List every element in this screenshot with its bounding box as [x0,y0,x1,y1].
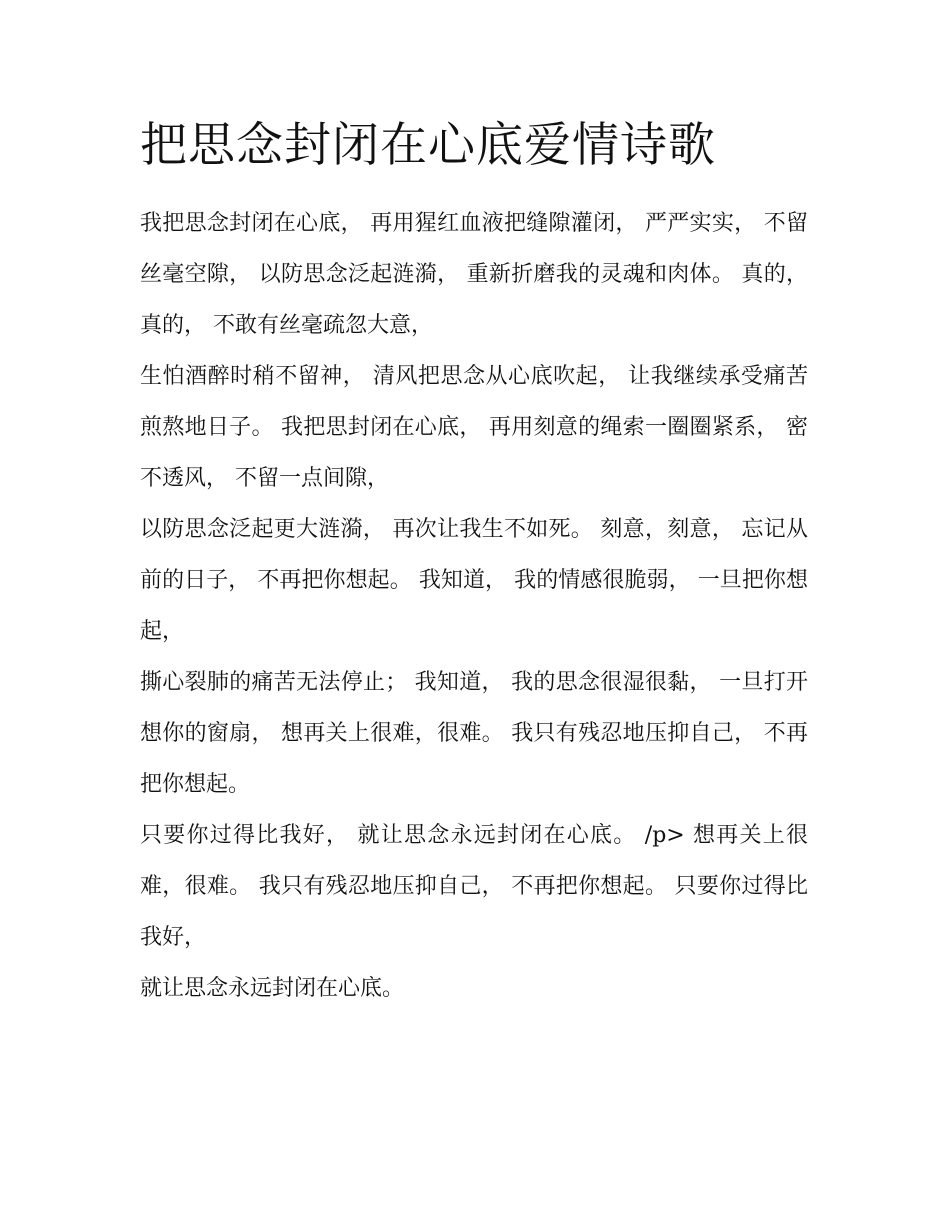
paragraph: 撕心裂肺的痛苦无法停止； 我知道， 我的思念很湿很黏， 一旦打开想你的窗扇， 想再关上很难，很难。 我只有残忍地压抑自己， 不再把你想起。 [140,670,808,797]
paragraph: 就让思念永远封闭在心底。 [140,976,405,1001]
paragraph: 只要你过得比我好， 就让思念永远封闭在心底。 /p> 想再关上很难，很难。 我只有残忍地压抑自己， 不再把你想起。 只要你过得比我好， [140,823,808,950]
paragraph: 我把思念封闭在心底， 再用猩红血液把缝隙灌闭， 严严实实， 不留丝毫空隙， 以防思念泛起涟漪， 重新折磨我的灵魂和肉体。 真的，真的， 不敢有丝毫疏忽大意， [140,211,808,338]
paragraph: 以防思念泛起更大涟漪， 再次让我生不如死。 刻意，刻意， 忘记从前的日子， 不再把你想起。 我知道， 我的情感很脆弱， 一旦把你想起， [140,517,808,644]
paragraph: 生怕酒醉时稍不留神， 清风把思念从心底吹起， 让我继续承受痛苦煎熬地日子。 我把思封闭在心底， 再用刻意的绳索一圈圈紧系， 密不透风， 不留一点间隙， [140,364,808,491]
document-title: 把思念封闭在心底爱情诗歌 [140,118,716,173]
document-body [140,198,808,1014]
document-page [140,112,808,1014]
